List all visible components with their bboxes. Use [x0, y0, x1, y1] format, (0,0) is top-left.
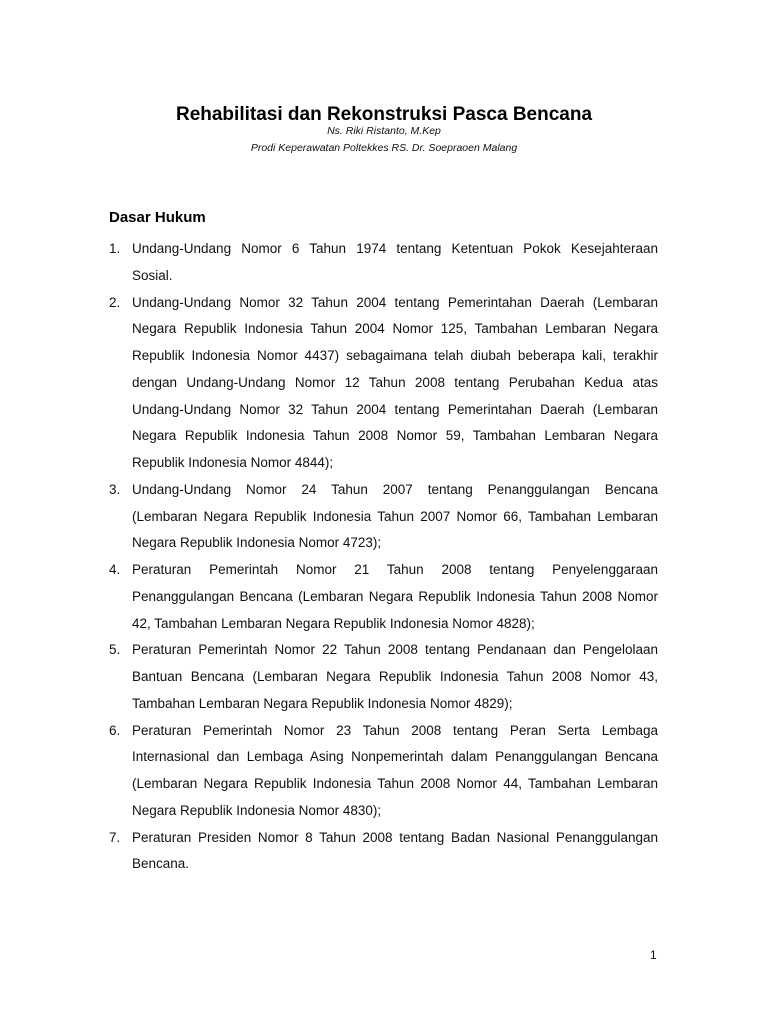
list-item-text	[132, 637, 658, 717]
text-line: Negara Republik Indonesia Tahun 2008 Nomor 59, Tambahan Lembaran Negara	[132, 428, 658, 444]
document-affiliation: Prodi Keperawatan Poltekkes RS. Dr. Soepraoen Malang	[250, 142, 518, 154]
text-line: Undang-Undang Nomor 32 Tahun 2004 tentang Pemerintahan Daerah (Lembaran	[132, 294, 658, 310]
text-line: Undang-Undang Nomor 32 Tahun 2004 tentang Pemerintahan Daerah (Lembaran	[132, 401, 658, 417]
list-item-number: 5.	[109, 642, 121, 658]
text-line: Sosial.	[132, 267, 173, 283]
list-item-number: 4.	[109, 562, 121, 577]
text-line: Negara Republik Indonesia Nomor 4830);	[132, 802, 382, 818]
list-item-text	[132, 718, 658, 825]
list-item	[109, 637, 658, 717]
text-line: Internasional dan Lembaga Asing Nonpemerintah dalam Penanggulangan Bencana	[132, 749, 658, 765]
list-item-text	[132, 477, 658, 557]
page-number: 1	[650, 948, 657, 962]
text-line: dengan Undang-Undang Nomor 12 Tahun 2008 tentang Perubahan Kedua atas	[132, 374, 658, 390]
text-line: Penanggulangan Bencana (Lembaran Negara Republik Indonesia Tahun 2008 Nomor	[132, 588, 658, 604]
list-item-number: 2.	[109, 294, 121, 310]
text-line: Undang-Undang Nomor 24 Tahun 2007 tentang Penanggulangan Bencana	[132, 481, 658, 497]
list-item-text	[132, 557, 658, 637]
text-line: Peraturan Pemerintah Nomor 21 Tahun 2008 tentang Penyelenggaraan	[132, 562, 658, 577]
list-item-text	[132, 825, 658, 879]
list-item-text	[132, 236, 658, 290]
text-line: Republik Indonesia Nomor 4437) sebagaimana telah diubah beberapa kali, terakhir	[132, 348, 658, 363]
list-item	[109, 825, 658, 879]
section-heading: Dasar Hukum	[109, 209, 206, 226]
text-line: Tambahan Lembaran Negara Republik Indonesia Nomor 4829);	[132, 695, 513, 711]
text-line: (Lembaran Negara Republik Indonesia Tahun 2008 Nomor 44, Tambahan Lembaran	[132, 776, 658, 791]
list-item-text	[132, 290, 658, 477]
document-author: Ns. Riki Ristanto, M.Kep	[327, 125, 441, 137]
text-line: Peraturan Pemerintah Nomor 22 Tahun 2008 tentang Pendanaan dan Pengelolaan	[132, 642, 658, 658]
text-line: Bencana.	[132, 856, 190, 872]
list-item	[109, 557, 658, 637]
text-line: (Lembaran Negara Republik Indonesia Tahun 2007 Nomor 66, Tambahan Lembaran	[132, 508, 658, 524]
text-line: Negara Republik Indonesia Tahun 2004 Nomor 125, Tambahan Lembaran Negara	[132, 321, 658, 337]
list-item-number: 7.	[109, 829, 121, 845]
text-line: Undang-Undang Nomor 6 Tahun 1974 tentang Ketentuan Pokok Kesejahteraan	[132, 241, 658, 256]
legal-basis-list	[109, 236, 658, 878]
text-line: Peraturan Presiden Nomor 8 Tahun 2008 tentang Badan Nasional Penanggulangan	[132, 829, 658, 845]
text-line: Republik Indonesia Nomor 4844);	[132, 455, 334, 470]
document-title: Rehabilitasi dan Rekonstruksi Pasca Bencana	[175, 104, 593, 125]
text-line: Bantuan Bencana (Lembaran Negara Republik Indonesia Tahun 2008 Nomor 43,	[132, 669, 658, 684]
list-item-number: 6.	[109, 722, 121, 738]
list-item-number: 1.	[109, 241, 121, 256]
text-line: 42, Tambahan Lembaran Negara Republik Indonesia Nomor 4828);	[132, 615, 535, 631]
text-line: Negara Republik Indonesia Nomor 4723);	[132, 535, 382, 551]
list-item	[109, 236, 658, 290]
list-item-number: 3.	[109, 481, 121, 497]
list-item	[109, 718, 658, 825]
list-item	[109, 477, 658, 557]
text-line: Peraturan Pemerintah Nomor 23 Tahun 2008 tentang Peran Serta Lembaga	[132, 722, 658, 738]
list-item	[109, 290, 658, 477]
